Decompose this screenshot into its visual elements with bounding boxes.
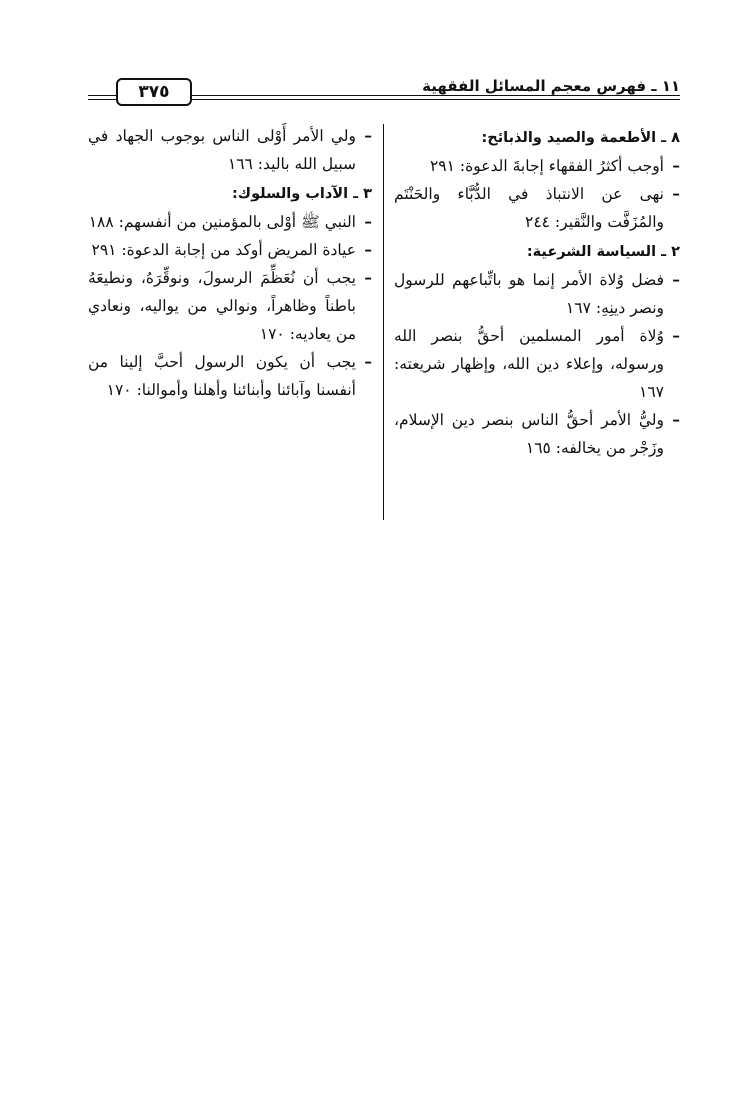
item-text: يجب أن يكون الرسول أحبَّ إلينا من أنفسنا وآبائنا وأبنائنا وأهلنا وأموالنا:: [88, 353, 356, 399]
item-text: فضل وُلاة الأمر إنما هو باتِّباعهم للرسول ونصر دينِهِ:: [394, 271, 664, 317]
page-reference: ١٧٠: [106, 381, 132, 399]
list-item: [88, 236, 372, 264]
item-text: عيادة المريض أوكد من إجابة الدعوة:: [121, 241, 356, 259]
list-item: [88, 122, 372, 178]
list-item: [88, 208, 372, 236]
page-header: [88, 74, 680, 104]
item-text: أوجب أكثرُ الفقهاء إجابةَ الدعوة:: [459, 157, 664, 175]
section-title-food: ٨ ـ الأطعمة والصيد والذبائح:: [481, 130, 680, 146]
section-title-manners: ٣ ـ الآداب والسلوك:: [232, 186, 372, 202]
section-title-politics: ٢ ـ السياسة الشرعية:: [526, 244, 680, 260]
right-column: [394, 122, 680, 462]
page-number: ٣٧٥: [116, 78, 192, 106]
list-item: [394, 322, 680, 406]
item-text: النبي ﷺ أوْلى بالمؤمنين من أنفسهم:: [118, 213, 356, 231]
page-reference: ٢٤٤: [525, 213, 550, 231]
list-item: [394, 152, 680, 180]
page-reference: ١٦٦: [227, 155, 253, 173]
section-items-politics: [394, 266, 680, 462]
item-text: يجب أن نُعَظِّمَ الرسولَ، ونوقِّرَهُ، ونطيعَهُ باطناً وظاهراً، ونوالي من يواليه، ونعادي من يعاديه:: [88, 269, 356, 343]
page-reference: ١٦٥: [525, 439, 551, 457]
column-divider: [383, 124, 384, 520]
page-reference: ١٨٨: [88, 213, 114, 231]
page-reference: ١٧٠: [259, 325, 285, 343]
page-reference: ٢٩١: [429, 157, 455, 175]
left-column: [88, 122, 372, 404]
list-item: [88, 348, 372, 404]
section-items-food: [394, 152, 680, 236]
section-items-manners: [88, 208, 372, 404]
page-reference: ١٦٧: [639, 383, 664, 401]
list-item: [88, 264, 372, 348]
list-item: [394, 180, 680, 236]
list-item: [394, 406, 680, 462]
continued-items: [88, 122, 372, 178]
item-text: وليُّ الأمر أحقُّ الناس بنصر دين الإسلام، وزَجْر من يخالفه:: [394, 411, 664, 457]
page-reference: ٢٩١: [91, 241, 117, 259]
list-item: [394, 266, 680, 322]
running-title: ١١ ـ فهرس معجم المسائل الفقهية: [422, 77, 680, 95]
item-text: نهى عن الانتباذ في الدُّبَّاء والحَنْتَم والمُزَفَّت والنَّقير:: [394, 185, 664, 231]
item-text: وُلاة أمور المسلمين أحقُّ بنصر الله ورسوله، وإعلاء دين الله، وإظهار شريعته:: [394, 327, 664, 373]
page-reference: ١٦٧: [565, 299, 591, 317]
item-text: ولي الأمر أَوْلى الناس بوجوب الجهاد في سبيل الله باليد:: [88, 127, 356, 173]
